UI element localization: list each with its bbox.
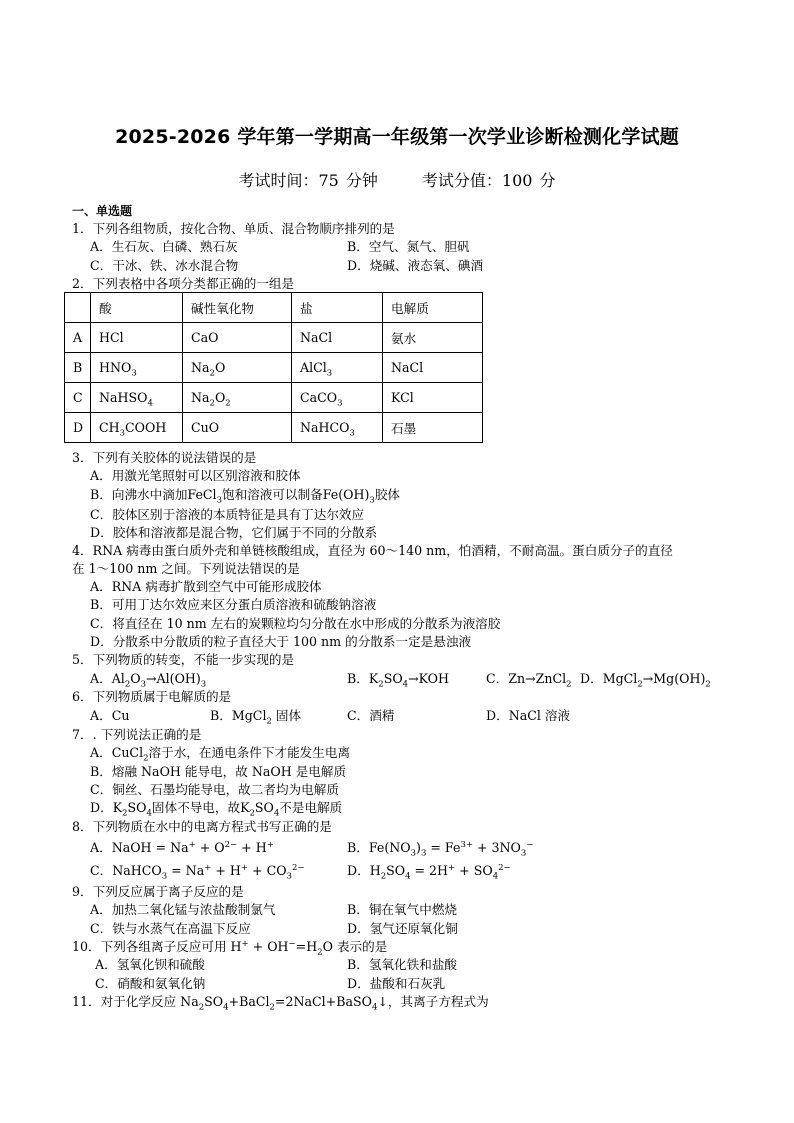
q6-option-d: D．NaCl 溶液 bbox=[486, 708, 571, 723]
cell-salt: CaCO$_3$ bbox=[292, 383, 383, 413]
q8-option-c: C．NaHCO$_3$ = $Na^+ + H^+ + CO_3^{2-}$ bbox=[90, 862, 305, 882]
q8-option-a: A．NaOH = $Na^+ + O^{2-} + H^+$ bbox=[90, 839, 274, 855]
row-option: D bbox=[65, 413, 91, 443]
cell-salt: NaHCO$_3$ bbox=[292, 413, 383, 443]
q8-option-b: B．$Fe(NO_3)_3 = Fe^{3+} + 3NO_3^-$ bbox=[347, 839, 534, 859]
q7-option-d: D．$K_2SO_4$固体不导电，故$K_2SO_4$不是电解质 bbox=[90, 800, 343, 819]
q9-option-b: B．铜在氧气中燃烧 bbox=[347, 902, 458, 917]
table-row bbox=[65, 353, 483, 383]
q1-stem: 1．下列各组物质，按化合物、单质、混合物顺序排列的是 bbox=[72, 221, 395, 236]
q5-option-a: A．$Al_2O_3\to Al(OH)_3$ bbox=[90, 671, 207, 690]
q4-option-c: C．将直径在 10 nm 左右的炭颗粒均匀分散在水中形成的分散系为液溶胶 bbox=[90, 616, 501, 631]
cell-oxide: $Na_2O_2$ bbox=[183, 383, 292, 413]
q9-option-a: A．加热二氧化锰与浓盐酸制氯气 bbox=[90, 902, 276, 917]
q8-option-d: D．$H_2SO_4 = 2H^+ + SO_4^{2-}$ bbox=[347, 862, 511, 882]
cell-salt: NaCl bbox=[292, 323, 383, 353]
q11-stem: 11．对于化学反应 $Na_2SO_4+BaCl_2=2NaCl+BaSO_4↓$，其离子方程式为 bbox=[72, 994, 489, 1013]
exam-info bbox=[0, 168, 794, 191]
q2-stem: 2．下列表格中各项分类都正确的一组是 bbox=[72, 276, 295, 291]
q6-option-b: B．MgCl$_2$ 固体 bbox=[210, 708, 302, 727]
q7-option-b: B．熔融 NaOH 能导电，故 NaOH 是电解质 bbox=[90, 764, 347, 779]
q1-option-a: A．生石灰、白磷、熟石灰 bbox=[90, 239, 238, 254]
table-header-row bbox=[65, 293, 483, 323]
cell-oxide: $Na_2O$ bbox=[183, 353, 292, 383]
cell-electrolyte: 石墨 bbox=[383, 413, 483, 443]
q10-option-a: A．氢氧化钡和硫酸 bbox=[95, 957, 205, 972]
q6-option-a: A．Cu bbox=[90, 708, 130, 723]
q2-table bbox=[64, 292, 483, 443]
q9-stem: 9．下列反应属于离子反应的是 bbox=[72, 884, 244, 899]
cell-acid: NaHSO$_4$ bbox=[91, 383, 183, 413]
q6-option-c: C．酒精 bbox=[347, 708, 395, 723]
row-option: C bbox=[65, 383, 91, 413]
q1-option-b: B．空气、氮气、胆矾 bbox=[347, 239, 470, 254]
table-row bbox=[65, 413, 483, 443]
q3-option-c: C．胶体区别于溶液的本质特征是具有丁达尔效应 bbox=[90, 507, 365, 522]
section-heading: 一、单选题 bbox=[72, 204, 133, 218]
q5-option-d: D．$MgCl_2\to Mg(OH)_2$ bbox=[580, 671, 711, 690]
q9-option-c: C．铁与水蒸气在高温下反应 bbox=[90, 921, 251, 936]
q1-option-c: C．干冰、铁、冰水混合物 bbox=[90, 258, 239, 273]
cell-oxide: CaO bbox=[183, 323, 292, 353]
cell-acid: $CH_3COOH$ bbox=[91, 413, 183, 443]
exam-time: 考试时间：75 分钟 bbox=[238, 171, 378, 190]
q7-option-a: A．CuCl$_2$溶于水，在通电条件下才能发生电离 bbox=[90, 745, 351, 764]
q3-stem: 3．下列有关胶体的说法错误的是 bbox=[72, 450, 257, 465]
header-salt: 盐 bbox=[292, 293, 383, 323]
q6-stem: 6．下列物质属于电解质的是 bbox=[72, 689, 232, 704]
exam-title: 2025-2026 学年第一学期高一年级第一次学业诊断检测化学试题 bbox=[115, 126, 679, 148]
q4-option-d: D．分散系中分散质的粒子直径大于 100 nm 的分散系一定是悬浊液 bbox=[90, 634, 472, 649]
cell-acid: $HNO_3$ bbox=[91, 353, 183, 383]
table-corner bbox=[65, 293, 91, 323]
q4-option-b: B．可用丁达尔效应来区分蛋白质溶液和硫酸钠溶液 bbox=[90, 597, 377, 612]
q5-option-b: B．$K_2SO_4\to KOH$ bbox=[347, 671, 449, 690]
q9-option-d: D．氢气还原氧化铜 bbox=[347, 921, 458, 936]
q10-option-d: D．盐酸和石灰乳 bbox=[347, 976, 446, 991]
q7-stem: 7．. 下列说法正确的是 bbox=[72, 727, 202, 742]
q10-option-b: B．氢氧化铁和盐酸 bbox=[347, 957, 458, 972]
cell-acid: HCl bbox=[91, 323, 183, 353]
cell-electrolyte: 氨水 bbox=[383, 323, 483, 353]
q3-option-a: A．用激光笔照射可以区别溶液和胶体 bbox=[90, 468, 301, 483]
header-oxide: 碱性氧化物 bbox=[183, 293, 292, 323]
q4-stem-line2: 在 1～100 nm 之间。下列说法错误的是 bbox=[72, 561, 300, 576]
header-electrolyte: 电解质 bbox=[383, 293, 483, 323]
cell-electrolyte: KCl bbox=[383, 383, 483, 413]
q5-stem: 5．下列物质的转变，不能一步实现的是 bbox=[72, 652, 295, 667]
header-acid: 酸 bbox=[91, 293, 183, 323]
table-row bbox=[65, 323, 483, 353]
exam-score: 考试分值：100 分 bbox=[421, 171, 556, 190]
q1-option-d: D．烧碱、液态氧、碘酒 bbox=[347, 258, 484, 273]
row-option: A bbox=[65, 323, 91, 353]
q4-option-a: A．RNA 病毒扩散到空气中可能形成胶体 bbox=[90, 579, 322, 594]
cell-salt: AlCl$_3$ bbox=[292, 353, 383, 383]
cell-oxide: CuO bbox=[183, 413, 292, 443]
q3-option-b: B．向沸水中滴加FeCl$_3$饱和溶液可以制备$Fe(OH)_3$胶体 bbox=[90, 487, 400, 506]
q4-stem-line1: 4．RNA 病毒由蛋白质外壳和单链核酸组成，直径为 60～140 nm，怕酒精，不耐高温。蛋白质分子的直径 bbox=[72, 543, 673, 558]
table-row bbox=[65, 383, 483, 413]
q3-option-d: D．胶体和溶液都是混合物，它们属于不同的分散系 bbox=[90, 525, 378, 540]
cell-electrolyte: NaCl bbox=[383, 353, 483, 383]
q10-stem: 10．下列各组离子反应可用 $H^+ + OH^-=H_2O$ 表示的是 bbox=[72, 938, 388, 958]
q8-stem: 8．下列物质在水中的电离方程式书写正确的是 bbox=[72, 819, 332, 834]
row-option: B bbox=[65, 353, 91, 383]
q5-option-c: C．Zn→ZnCl$_2$ bbox=[486, 671, 572, 690]
q10-option-c: C．硝酸和氨氧化钠 bbox=[95, 976, 206, 991]
q7-option-c: C．铜丝、石墨均能导电，故二者均为电解质 bbox=[90, 782, 339, 797]
